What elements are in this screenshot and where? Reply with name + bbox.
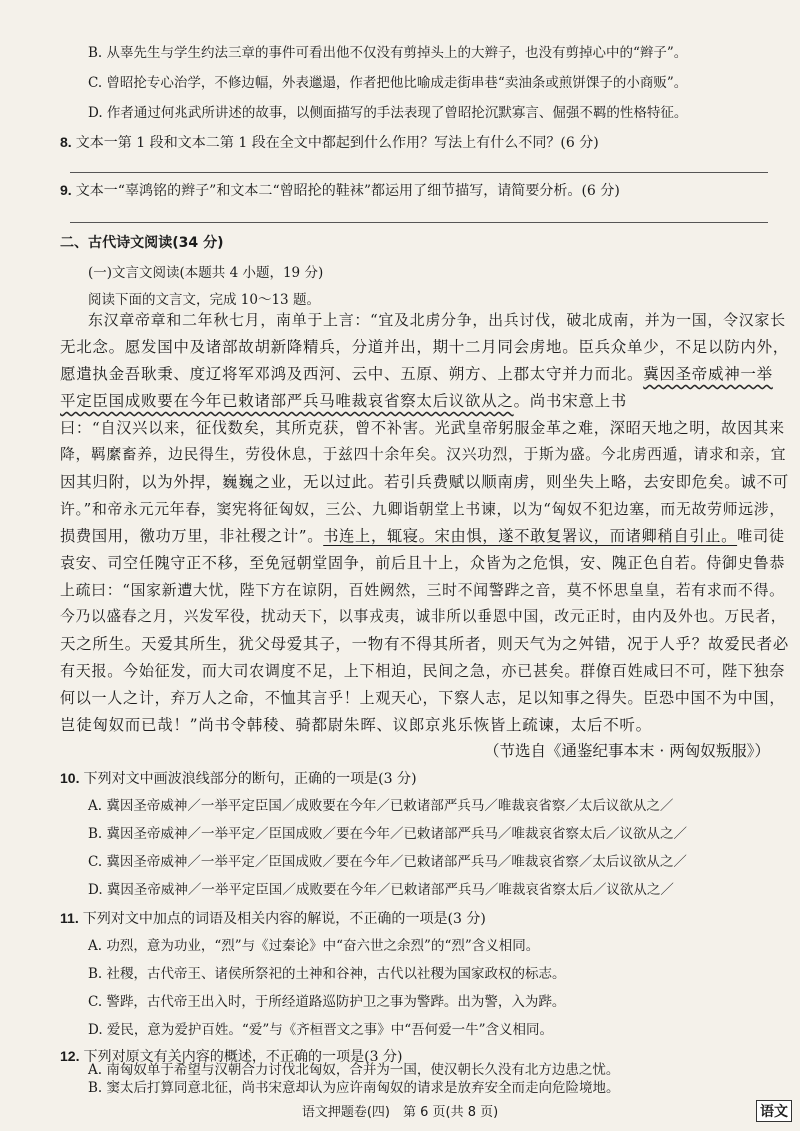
q11-option-b[interactable]: B. 社稷，古代帝王、诸侯所祭祀的土神和谷神，古代以社稷为国家政权的标志。: [88, 966, 566, 982]
question-8-text: 文本一第 1 段和文本二第 1 段在全文中都起到什么作用？写法上有什么不同？(6 分): [75, 135, 599, 151]
wavy-segment-1: 冀因圣帝威神一举: [643, 365, 773, 383]
page-footer: 语文押题卷(四) 第 6 页(共 8 页): [301, 1105, 499, 1120]
subsection-title: (一)文言文阅读(本题共 4 小题，19 分): [88, 265, 324, 281]
question-11-text: 下列对文中加点的词语及相关内容的解说，不正确的一项是(3 分): [82, 911, 486, 927]
q10-option-b[interactable]: B. 冀因圣帝威神／一举平定／臣国成败／要在今年／已敕诸部严兵马／唯裁哀省察太后／议欲从之／: [88, 826, 688, 842]
question-8-number: 8.: [60, 134, 72, 150]
q11-option-a[interactable]: A. 功烈，意为功业，“烈”与《过秦论》中“奋六世之余烈”的“烈”含义相同。: [88, 938, 540, 954]
passage-line-4: [60, 391, 770, 411]
q10-option-a[interactable]: A. 冀因圣帝威神／一举平定臣国／成败要在今年／已敕诸部严兵马／唯裁哀省察／太后议欲从之／: [88, 798, 674, 814]
question-8: [60, 132, 800, 153]
passage-line-5: 曰：“自汉兴以来，征伐数矣，其所克获，曾不补害。光武皇帝躬服金革之难，深昭天地之明，故因其来: [60, 419, 785, 437]
prev-option-c: C. 曾昭抡专心治学，不修边幅，外表邋遢，作者把他比喻成走街串巷“卖油条或煎饼馃子的小商贩”。: [88, 75, 688, 91]
question-10: [60, 768, 800, 789]
passage-line-7: 因其归附，以为外捍，巍巍之业，无以过此。若引兵费赋以顺南虏，则坐失上略，去安即危矣。诚不可: [60, 473, 790, 491]
passage-line-6: 降，羁縻畜养，边民得生，劳役休息，于兹四十余年矣。汉兴功烈，于斯为盛。今北虏西遁，请求和亲，宜: [60, 446, 787, 463]
passage-line-8: 许。”和帝永元元年春，窦宪将征匈奴，三公、九卿诣朝堂上书谏，以为“匈奴不犯边塞，而无故劳师远涉，: [60, 500, 785, 518]
q12-option-a[interactable]: A. 南匈奴单于希望与汉朝合力讨伐北匈奴，合并为一国，使汉朝长久没有北方边患之忧。: [88, 1062, 620, 1078]
passage-line-15: 何以一人之计，弃万人之命，不恤其言乎！上观天心，下察人志，足以知事之得失。臣恐中国不为中国，: [60, 689, 786, 707]
q11-option-c[interactable]: C. 警跸，古代帝王出入时，于所经道路巡防护卫之事为警跸。出为警，入为跸。: [88, 994, 566, 1010]
question-10-text: 下列对文中画波浪线部分的断句，正确的一项是(3 分): [83, 771, 417, 787]
section-title: 二、古代诗文阅读(34 分): [60, 235, 224, 251]
q10-option-c[interactable]: C. 冀因圣帝威神／一举平定／臣国成败／要在今年／已敕诸部严兵马／唯裁哀省察／太后议欲从之／: [88, 854, 687, 870]
subject-tab: 语文: [756, 1100, 792, 1122]
passage-line-9a: 损费国用，徼功万里，非社稷之计”。: [60, 527, 324, 545]
passage-line-14: 有天报。今始征发，而大司农调度不足，上下相迫，民间之急，亦已甚矣。群僚百姓咸曰不可，陛下独奈: [60, 662, 786, 680]
passage-line-2: 无北念。愿发国中及诸部故胡新降精兵，分道并出，期十二月同会虏地。臣兵众单少，不足以防内外，: [60, 338, 790, 356]
q10-option-d[interactable]: D. 冀因圣帝威神／一举平定臣国／成败要在今年／已敕诸部严兵马／唯裁哀省察太后／议欲从之／: [88, 882, 674, 898]
passage-line-9c: 唯司徒: [737, 527, 785, 545]
passage-line-3: [60, 364, 773, 384]
question-10-number: 10.: [60, 770, 80, 786]
passage-line-11: 上疏曰：“国家新遭大忧，陛下方在谅阴，百姓阙然，三时不闻警跸之音，莫不怀思皇皇，若有求而不得。: [60, 581, 785, 599]
q11-option-d[interactable]: D. 爱民，意为爱护百姓。“爱”与《齐桓晋文之事》中“吾何爱一牛”含义相同。: [88, 1022, 554, 1038]
passage-line-3a: 愿遣执金吾耿秉、度辽将军邓鸿及西河、云中、五原、朔方、上郡太守并力而北。: [60, 365, 644, 383]
passage-line-9: [60, 526, 785, 546]
passage-line-13: 天之所生。天爱其所生，犹父母爱其子，一物有不得其所者，则天气为之舛错，况于人乎？故爱民者必: [60, 635, 790, 653]
wavy-segment-2: 平定臣国成败要在今年已敕诸部严兵马唯裁哀省察太后议欲从之: [60, 392, 514, 410]
prev-option-b: B. 从辜先生与学生约法三章的事件可看出他不仅没有剪掉头上的大辫子，也没有剪掉心中的“辫子”。: [88, 45, 688, 61]
answer-line-9[interactable]: [70, 222, 768, 223]
question-12-number: 12.: [60, 1048, 80, 1064]
passage-line-1: 东汉章帝章和二年秋七月，南单于上言：“宜及北虏分争，出兵讨伐，破北成南，并为一国，令汉家长: [88, 311, 786, 329]
question-9: [60, 180, 800, 201]
passage-source: （节选自《通鉴纪事本末 · 两匈奴叛服》）: [483, 742, 770, 760]
passage-line-4b: 。尚书宋意上书: [513, 392, 628, 410]
question-12-text: 下列对原文有关内容的概述，不正确的一项是(3 分): [83, 1049, 403, 1065]
question-11: [60, 908, 800, 929]
prev-option-d: D. 作者通过何兆武所讲述的故事，以侧面描写的手法表现了曾昭抡沉默寡言、倔强不羁的性格特征。: [88, 105, 688, 121]
passage-line-16: 岂徒匈奴而已哉！”尚书令韩稜、骑都尉朱晖、议郎京兆乐恢皆上疏谏，太后不听。: [60, 716, 652, 734]
passage-line-10: 袁安、司空任隗守正不移，至免冠朝堂固争，前后且十上，众皆为之危惧，安、隗正色自若。侍御史鲁恭: [60, 554, 786, 572]
question-9-text: 文本一“辜鸿铭的辫子”和文本二“曾昭抡的鞋袜”都运用了细节描写，请简要分析。(6 分): [75, 183, 620, 199]
passage-line-12: 今乃以盛春之月，兴发军役，扰动天下，以事戎夷，诚非所以垂恩中国，改元正时，由内及外也。万民者，: [60, 608, 787, 625]
q12-option-b[interactable]: B. 窦太后打算同意北征，尚书宋意却认为应许南匈奴的请求是放弃安全而走向危险境地。: [88, 1080, 620, 1096]
question-9-number: 9.: [60, 182, 72, 198]
instruction: 阅读下面的文言文，完成 10～13 题。: [88, 292, 320, 308]
underlined-sentence: 书连上，辄寝。宋由惧，遂不敢复署议，而诸卿稍自引止。: [323, 527, 738, 545]
answer-line-8[interactable]: [70, 172, 768, 173]
question-11-number: 11.: [60, 910, 79, 926]
